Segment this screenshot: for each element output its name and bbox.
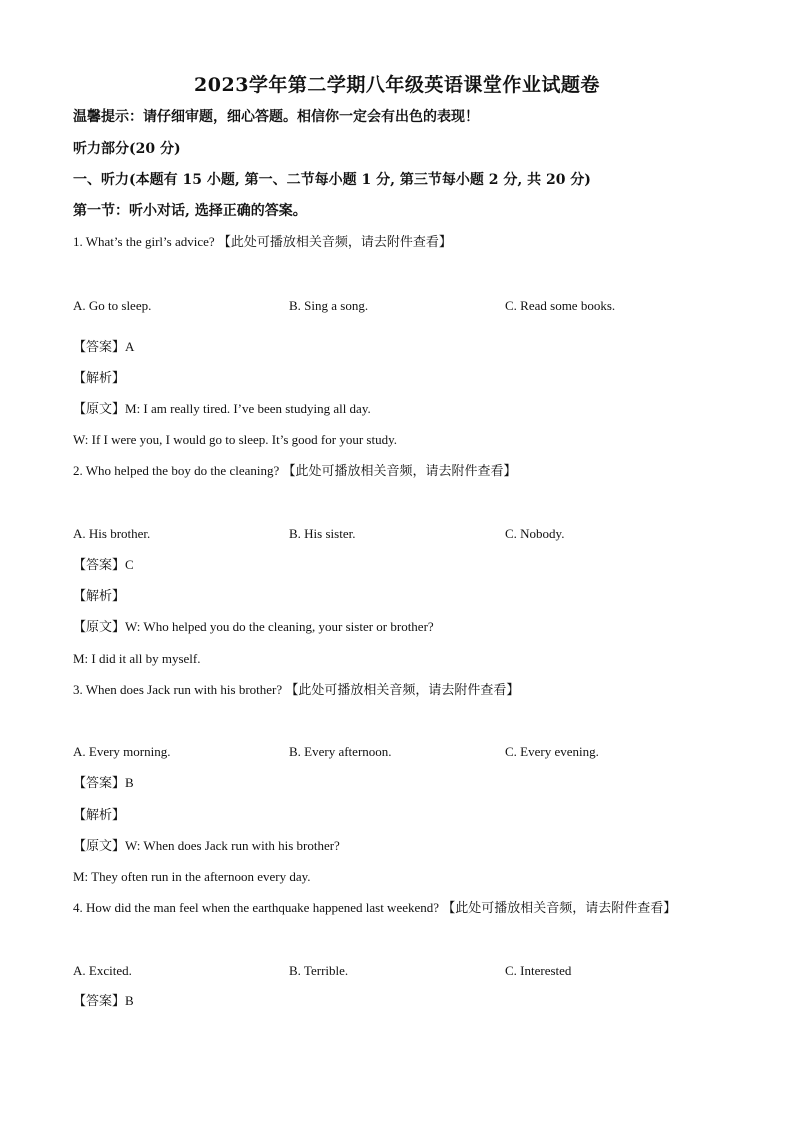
- transcript-text: M: I am really tired. I’ve been studying all day.: [125, 401, 371, 416]
- option-a: A. His brother.: [73, 526, 151, 541]
- transcript-line: M: They often run in the afternoon every day.: [73, 869, 311, 884]
- answer-value: B: [125, 775, 134, 790]
- option-b: B. Every afternoon.: [289, 744, 392, 759]
- question-stem: 1. What’s the girl’s advice? 【此处可播放相关音频，请去附件查看】: [73, 234, 452, 249]
- answer-value: C: [125, 557, 134, 572]
- transcript-line: [73, 618, 434, 637]
- original-label: 【原文】: [73, 839, 126, 854]
- option-b: B. Terrible.: [289, 963, 349, 978]
- subsection-heading: 第一节：听小对话, 选择正确的答案。: [73, 203, 307, 219]
- option-c: C. Every evening.: [505, 744, 599, 759]
- transcript-line: M: I did it all by myself.: [73, 651, 201, 666]
- transcript-text: W: Who helped you do the cleaning, your sister or brother?: [125, 619, 434, 634]
- answer-line: [73, 992, 134, 1011]
- question-stem: 4. How did the man feel when the earthquake happened last weekend? 【此处可播放相关音频，请去附件查看】: [73, 900, 677, 915]
- answer-label: 【答案】: [73, 994, 126, 1009]
- option-a: A. Go to sleep.: [73, 298, 152, 313]
- part-heading: 一、听力(本题有 15 小题, 第一、二节每小题 1 分, 第三节每小题 2 分, 共 20 分): [73, 172, 591, 188]
- answer-label: 【答案】: [73, 776, 126, 791]
- analysis-label: 【解析】: [73, 371, 126, 386]
- transcript-line: W: If I were you, I would go to sleep. It’s good for your study.: [73, 432, 397, 447]
- option-a: A. Excited.: [73, 963, 132, 978]
- section-heading: 听力部分(20 分): [73, 141, 181, 157]
- original-label: 【原文】: [73, 402, 126, 417]
- tip-text: 温馨提示：请仔细审题，细心答题。相信你一定会有出色的表现！: [73, 109, 479, 125]
- transcript-text: W: When does Jack run with his brother?: [125, 838, 340, 853]
- question-stem: 2. Who helped the boy do the cleaning? 【此处可播放相关音频，请去附件查看】: [73, 463, 517, 478]
- answer-line: [73, 338, 134, 357]
- answer-line: [73, 774, 134, 793]
- option-c: C. Read some books.: [505, 298, 616, 313]
- option-b: B. Sing a song.: [289, 298, 369, 313]
- answer-value: B: [125, 993, 134, 1008]
- answer-label: 【答案】: [73, 340, 126, 355]
- answer-value: A: [125, 339, 135, 354]
- question-stem: 3. When does Jack run with his brother? 【此处可播放相关音频，请去附件查看】: [73, 682, 520, 697]
- option-a: A. Every morning.: [73, 744, 171, 759]
- analysis-label: 【解析】: [73, 589, 126, 604]
- answer-line: [73, 556, 134, 575]
- page-title: 2023学年第二学期八年级英语课堂作业试题卷: [194, 74, 600, 96]
- option-c: C. Nobody.: [505, 526, 565, 541]
- transcript-line: [73, 400, 371, 419]
- answer-label: 【答案】: [73, 558, 126, 573]
- transcript-line: [73, 837, 340, 856]
- option-b: B. His sister.: [289, 526, 356, 541]
- option-c: C. Interested: [505, 963, 572, 978]
- analysis-label: 【解析】: [73, 808, 126, 823]
- original-label: 【原文】: [73, 620, 126, 635]
